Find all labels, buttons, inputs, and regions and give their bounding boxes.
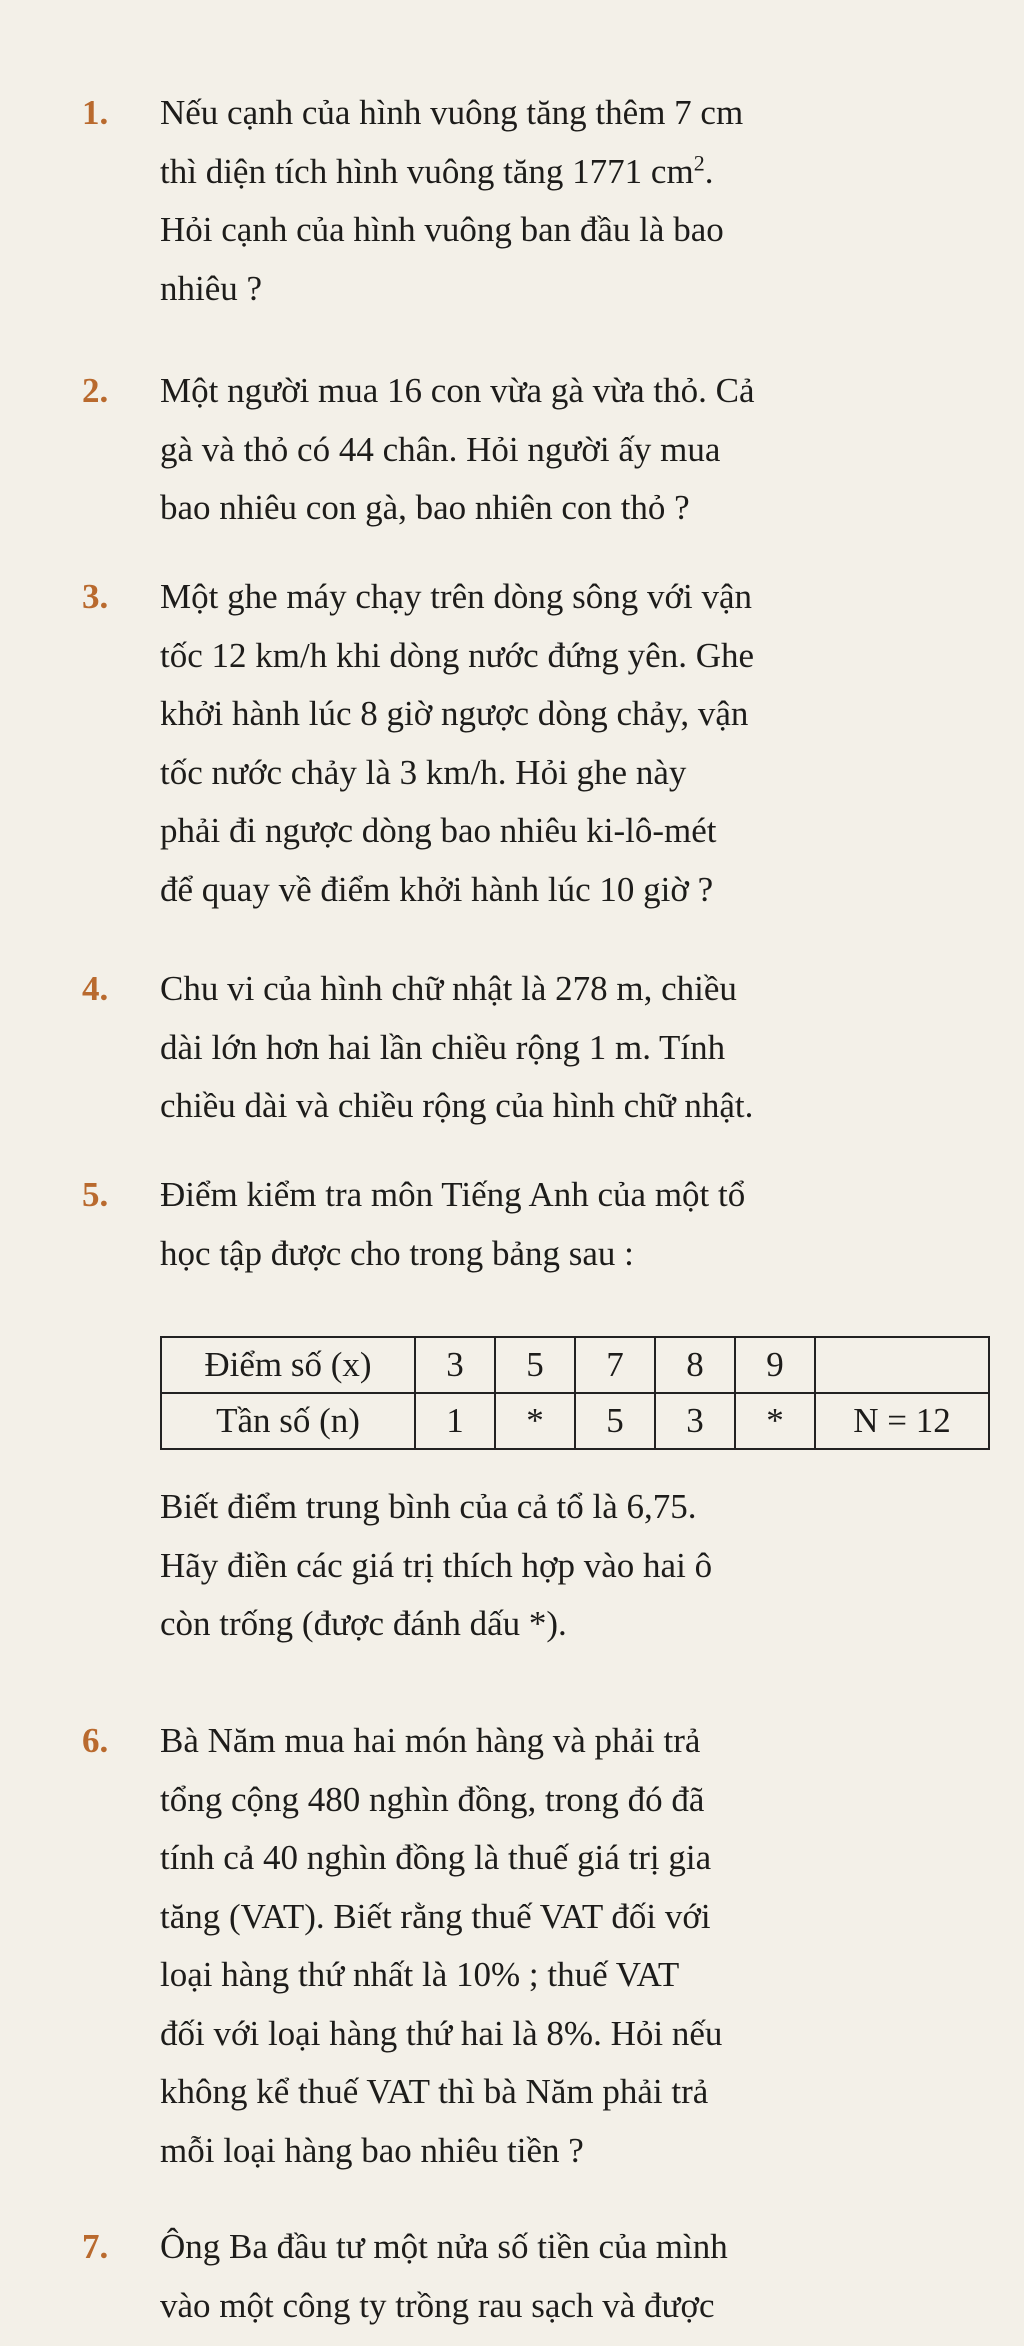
- table-cell: 3: [415, 1337, 495, 1393]
- table-cell: Tần số (n): [161, 1393, 415, 1449]
- problem-number: 3.: [82, 577, 109, 616]
- problem-text: [160, 1478, 938, 1654]
- text-line: tổng cộng 480 nghìn đồng, trong đó đã: [160, 1779, 705, 1819]
- problem-text: [160, 84, 938, 318]
- text-line: tính cả 40 nghìn đồng là thuế giá trị gia: [160, 1838, 712, 1877]
- text-line: Chu vi của hình chữ nhật là 278 m, chiều: [160, 969, 737, 1008]
- text-span: thì diện tích hình vuông tăng 1771 cm: [160, 151, 694, 191]
- table-cell-total: N = 12: [815, 1393, 989, 1449]
- text-line: loại hàng thứ nhất là 10% ; thuế VAT: [160, 1955, 680, 1994]
- text-line: Hãy điền các giá trị thích hợp vào hai ô: [160, 1545, 713, 1585]
- text-line: tốc nước chảy là 3 km/h. Hỏi ghe này: [160, 752, 687, 792]
- superscript: 2: [693, 149, 705, 175]
- problem-text: [160, 362, 938, 538]
- table-cell: 1: [415, 1393, 495, 1449]
- text-line: dài lớn hơn hai lần chiều rộng 1 m. Tính: [160, 1027, 726, 1067]
- problem-text: [160, 1712, 938, 2180]
- text-line: để quay về điểm khởi hành lúc 10 giờ ?: [160, 869, 714, 909]
- text-line: Điểm kiểm tra môn Tiếng Anh của một tổ: [160, 1175, 746, 1214]
- score-frequency-table: [160, 1336, 990, 1450]
- text-line: vào một công ty trồng rau sạch và được: [160, 2285, 715, 2325]
- text-line: phải đi ngược dòng bao nhiêu ki-lô-mét: [160, 811, 717, 850]
- text-line: còn trống (được đánh dấu *).: [160, 1604, 567, 1643]
- text-line: Một người mua 16 con vừa gà vừa thỏ. Cả: [160, 371, 755, 410]
- problem-number: 5.: [82, 1175, 109, 1214]
- text-line: [160, 143, 938, 202]
- text-line: Bà Năm mua hai món hàng và phải trả: [160, 1721, 701, 1760]
- table-cell: 5: [495, 1337, 575, 1393]
- text-line: bao nhiêu con gà, bao nhiên con thỏ ?: [160, 488, 690, 527]
- table-cell-empty: [815, 1337, 989, 1393]
- problem-number: 1.: [82, 93, 109, 132]
- text-line: không kể thuế VAT thì bà Năm phải trả: [160, 2072, 709, 2111]
- text-line: học tập được cho trong bảng sau :: [160, 1233, 634, 1273]
- text-line: nhiêu ?: [160, 268, 263, 308]
- text-line: Một ghe máy chạy trên dòng sông với vận: [160, 577, 753, 616]
- table-cell: 5: [575, 1393, 655, 1449]
- text-line: Nếu cạnh của hình vuông tăng thêm 7 cm: [160, 93, 744, 132]
- problem-text: [160, 960, 938, 1136]
- problem-number: 7.: [82, 2227, 109, 2266]
- text-line: Hỏi cạnh của hình vuông ban đầu là bao: [160, 210, 724, 249]
- text-line: đối với loại hàng thứ hai là 8%. Hỏi nếu: [160, 2013, 723, 2053]
- problem-number: 2.: [82, 371, 109, 410]
- problem-text: [160, 2218, 938, 2335]
- problem-text: [160, 1166, 938, 1283]
- problem-text: [160, 568, 938, 919]
- table-row: [161, 1393, 989, 1449]
- text-line: tốc 12 km/h khi dòng nước đứng yên. Ghe: [160, 635, 755, 675]
- table-cell: Điểm số (x): [161, 1337, 415, 1393]
- text-line: tăng (VAT). Biết rằng thuế VAT đối với: [160, 1896, 711, 1936]
- table-cell: 9: [735, 1337, 815, 1393]
- table-row: [161, 1337, 989, 1393]
- table-cell: 7: [575, 1337, 655, 1393]
- text-line: khởi hành lúc 8 giờ ngược dòng chảy, vận: [160, 694, 749, 733]
- problem-number: 4.: [82, 969, 109, 1008]
- problem-number: 6.: [82, 1721, 109, 1760]
- table-cell: 8: [655, 1337, 735, 1393]
- text-line: gà và thỏ có 44 chân. Hỏi người ấy mua: [160, 429, 721, 469]
- table-cell: *: [735, 1393, 815, 1449]
- text-line: mỗi loại hàng bao nhiêu tiền ?: [160, 2130, 584, 2170]
- text-line: Ông Ba đầu tư một nửa số tiền của mình: [160, 2227, 728, 2266]
- text-line: chiều dài và chiều rộng của hình chữ nhật.: [160, 1086, 754, 1125]
- text-span: .: [704, 151, 714, 191]
- table-cell: *: [495, 1393, 575, 1449]
- table-cell: 3: [655, 1393, 735, 1449]
- text-line: Biết điểm trung bình của cả tổ là 6,75.: [160, 1487, 697, 1526]
